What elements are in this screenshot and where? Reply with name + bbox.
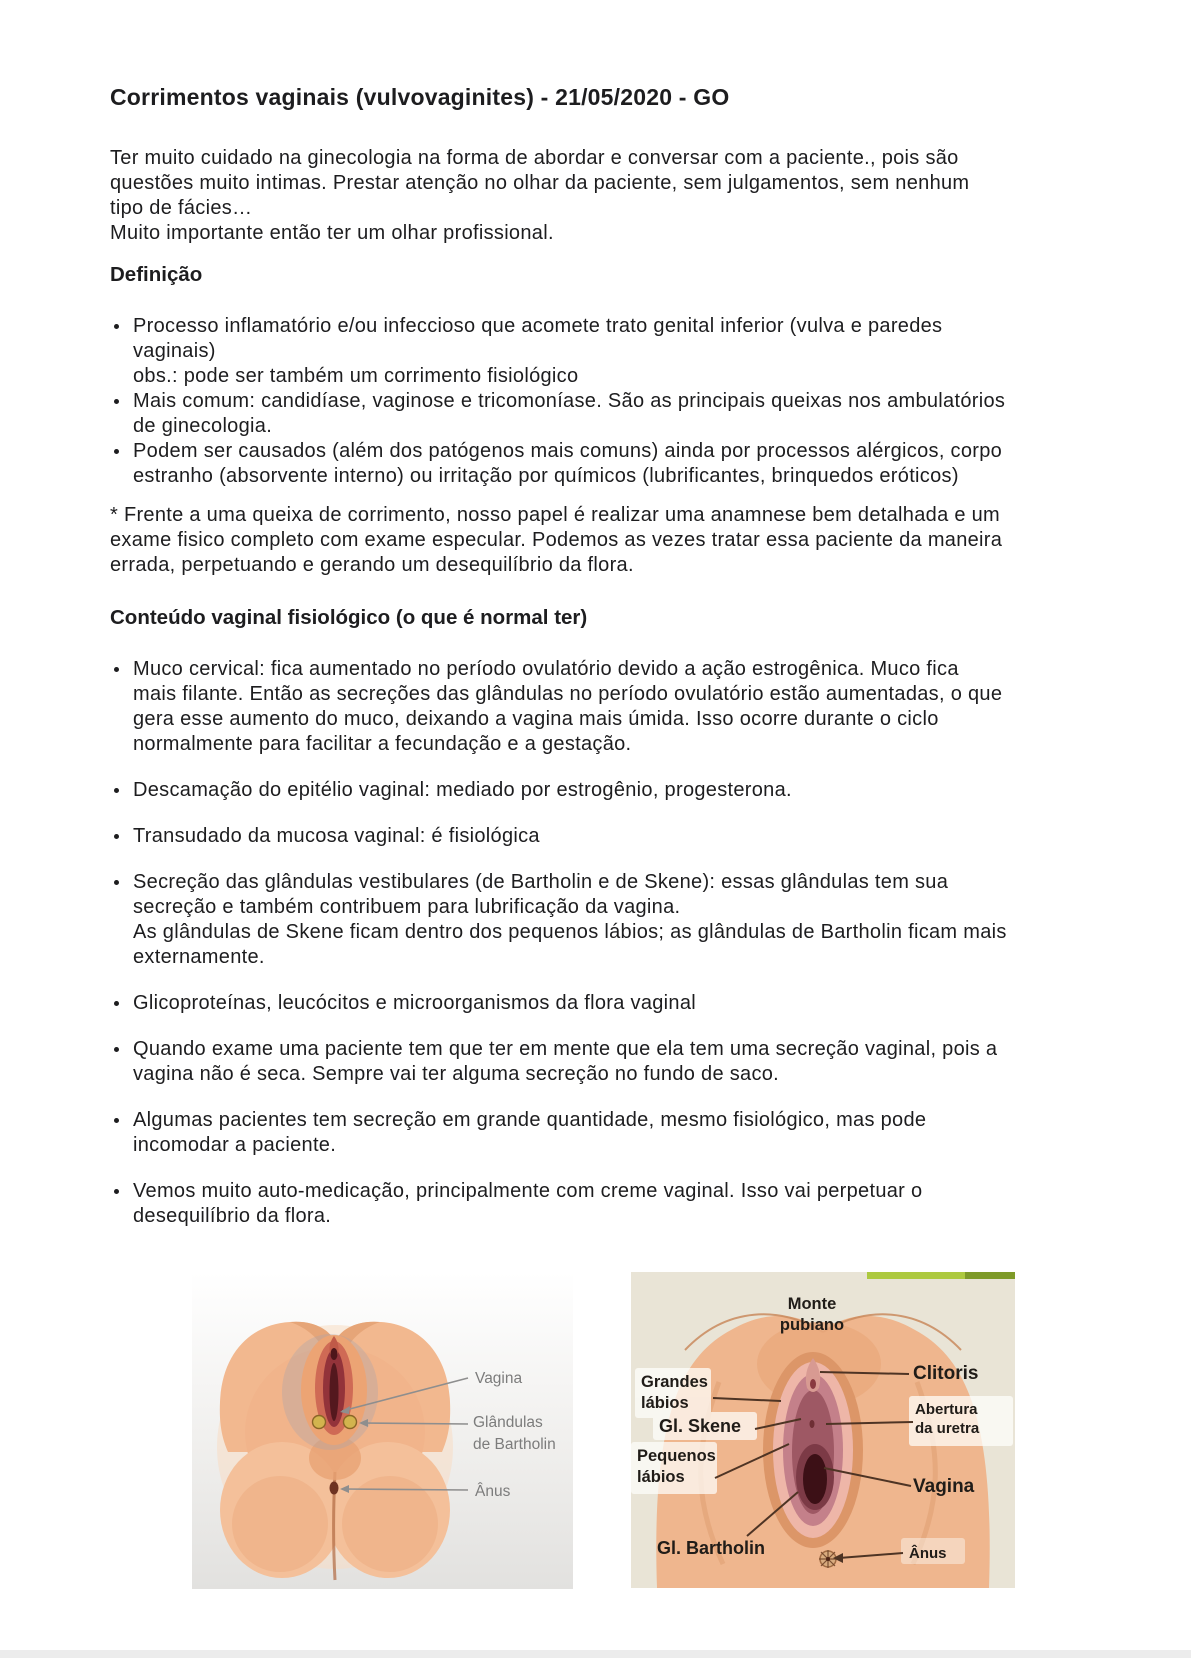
label-vagina: Vagina (913, 1476, 975, 1497)
label-mons-pubis: Monte pubiano (779, 1295, 845, 1334)
vulva-anatomy-figure-right (631, 1272, 1015, 1588)
list-item: Secreção das glândulas vestibulares (de Bartholin e de Skene): essas glândulas tem sua secreção e também contribuem para lubrificação da vagina. As glândulas de Skene ficam dentro dos pequenos lábios; as glândulas de Bartholin ficam mais externamente. (110, 870, 1100, 970)
clitoris-dot (810, 1379, 816, 1389)
list-item: Podem ser causados (além dos patógenos mais comuns) ainda por processos alérgicos, corpo estranho (absorvente interno) ou irritação por químicos (lubrificantes, brinquedos eróticos) (110, 439, 1100, 489)
note-paragraph: * Frente a uma queixa de corrimento, nosso papel é realizar uma anamnese bem detalhada e um exame fisico completo com exame especular. Podemos as vezes tratar essa paciente da maneira errada, perpetuando e gerando um desequilíbrio da flora. (110, 504, 1003, 576)
label-anus: Ânus (909, 1545, 947, 1562)
list-item: Vemos muito auto-medicação, principalmente com creme vaginal. Isso vai perpetuar o desequilíbrio da flora. (110, 1179, 1100, 1229)
vulva-anatomy-figure-left (192, 1272, 573, 1589)
list-item: Glicoproteínas, leucócitos e microorganismos da flora vaginal (110, 991, 1100, 1016)
list-item: Mais comum: candidíase, vaginose e tricomoníase. São as principais queixas nos ambulatórios de ginecologia. (110, 389, 1100, 439)
label-anus: Ânus (475, 1483, 511, 1500)
list-item: Muco cervical: fica aumentado no período ovulatório devido a ação estrogênica. Muco fica mais filante. Então as secreções das glândulas no período ovulatório estão aumentadas, o que gera esse aumento do muco, deixando a vagina mais úmida. Isso ocorre durante o ciclo normalmente para facilitar a fecundação e a gestação. (110, 657, 1100, 757)
label-bartholin-glands: Glândulas de Bartholin (473, 1414, 556, 1453)
label-skene-gland: Gl. Skene (659, 1416, 742, 1436)
page-boundary (0, 1650, 1191, 1658)
label-vagina: Vagina (475, 1370, 523, 1387)
vaginal-opening (803, 1454, 827, 1504)
page-title: Corrimentos vaginais (vulvovaginites) - 21/05/2020 - GO (110, 84, 730, 110)
list-item: Algumas pacientes tem secreção em grande quantidade, mesmo fisiológico, mas pode incomodar a paciente. (110, 1108, 1100, 1158)
intro-paragraph: Ter muito cuidado na ginecologia na forma de abordar e conversar com a paciente., pois são questões muito intimas. Prestar atenção no olhar da paciente, sem julgamentos, sem nenhum tipo de fácies… Muito importante então ter um olhar profissional. (110, 147, 970, 244)
figures-row (0, 1272, 1191, 1589)
definition-heading: Definição (110, 263, 203, 286)
urethra-dot (810, 1420, 815, 1428)
document-content (110, 0, 1100, 1229)
label-labia-minora: Pequenos lábios (637, 1447, 716, 1486)
label-bartholin-gland: Gl. Bartholin (657, 1538, 765, 1558)
label-labia-majora: Grandes lábios (641, 1373, 708, 1412)
bartholin-gland-dot (313, 1416, 326, 1429)
physiologic-heading: Conteúdo vaginal fisiológico (o que é normal ter) (110, 606, 588, 629)
label-urethral-opening: Abertura da uretra (915, 1401, 980, 1437)
bartholin-gland-dot (344, 1416, 357, 1429)
label-clitoris: Clitoris (913, 1363, 979, 1384)
anus-mark (819, 1550, 837, 1568)
anus-dot (330, 1482, 339, 1495)
list-item: Quando exame uma paciente tem que ter em mente que ela tem uma secreção vaginal, pois a vagina não é seca. Sempre vai ter alguma secreção no fundo de saco. (110, 1037, 1100, 1087)
list-item: Processo inflamatório e/ou infeccioso que acomete trato genital inferior (vulva e paredes vaginais) obs.: pode ser também um corrimento fisiológico (110, 314, 1100, 389)
physiologic-list (110, 657, 1100, 1229)
list-item: Transudado da mucosa vaginal: é fisiológica (110, 824, 1100, 849)
definition-list (110, 314, 1100, 489)
list-item: Descamação do epitélio vaginal: mediado por estrogênio, progesterona. (110, 778, 1100, 803)
